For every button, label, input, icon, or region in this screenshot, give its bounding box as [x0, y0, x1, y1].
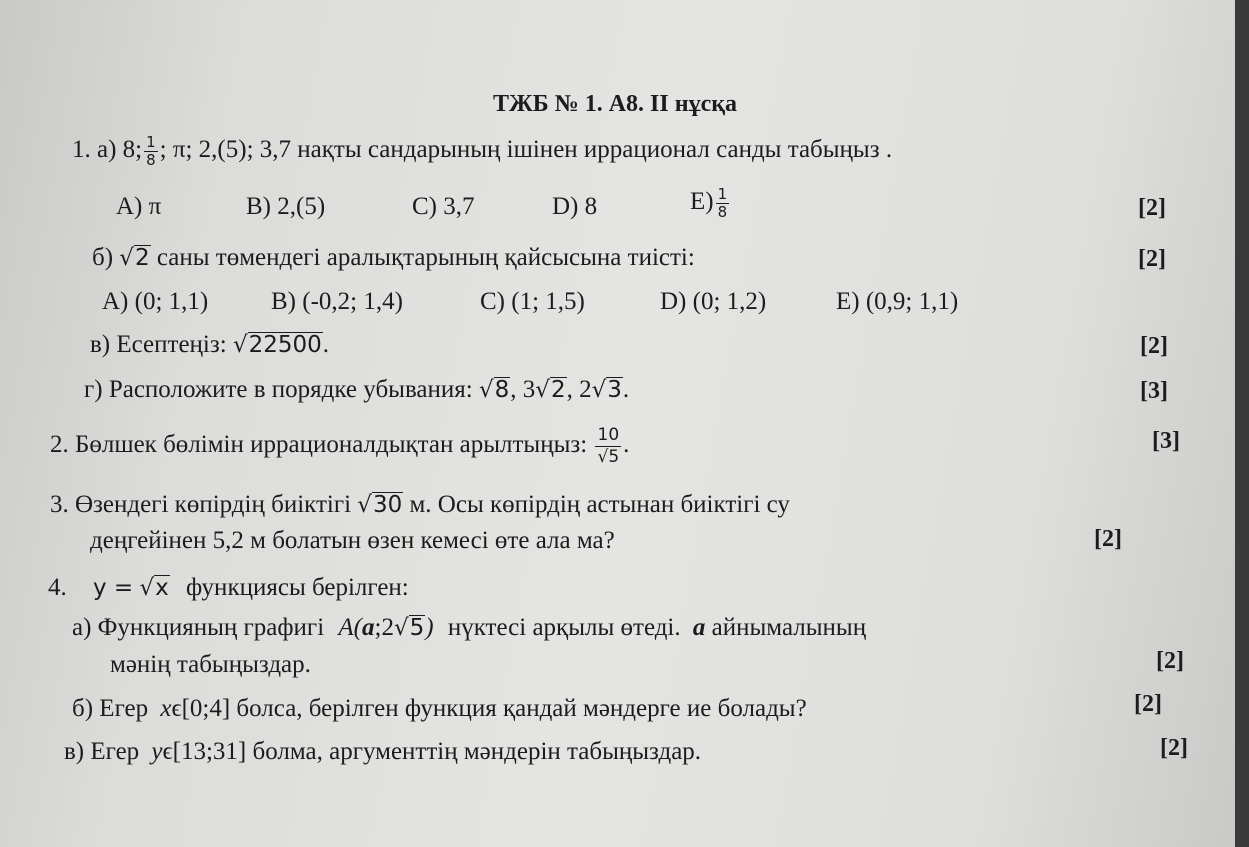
question-1a-label: 1. а) 8;	[72, 136, 143, 164]
question-3-line-1: 3. Өзендегі көпірдің биіктігі √30 м. Осы көпірдің астынан биіктігі су	[50, 491, 790, 518]
q3-score: [2]	[1094, 526, 1122, 552]
q1b-option-d: D) (0; 1,2)	[660, 288, 767, 315]
question-4a-line-2: мәнің табыңыздар.	[110, 651, 311, 678]
question-1a-text: ; π; 2,(5); 3,7 нақты сандарының ішінен иррационал санды табыңыз .	[159, 136, 893, 164]
question-4: 4. y = √x функциясы берілген:	[48, 574, 409, 601]
q1a-option-d: D) 8	[552, 193, 598, 220]
sqrt-8: √8	[478, 377, 510, 403]
sqrt-3: √3	[591, 377, 622, 403]
q1b-option-c: C) (1; 1,5)	[480, 288, 585, 315]
q1a-option-a: A) π	[116, 193, 162, 220]
question-4v: в) Егер yϵ[13;31] болма, аргументтің мәндерін табыңыздар.	[64, 738, 702, 765]
fraction-10-over-sqrt5: $\frac{10}{√5}$	[597, 425, 620, 467]
sqrt-2: √2	[119, 245, 150, 271]
question-1v: в) Есептеңіз: √22500.	[90, 331, 330, 358]
sqrt-x: √x	[139, 575, 169, 601]
q4v-score: [2]	[1160, 735, 1188, 761]
sqrt-5: √5	[393, 615, 425, 641]
q1a-score: [2]	[1138, 195, 1166, 221]
question-2: 2. Бөлшек бөлімін иррационалдықтан арылтыңыз: $\frac{10}{√5}$ .	[50, 425, 630, 467]
q2-score: [3]	[1152, 428, 1180, 454]
page-title: ТЖБ № 1. А8. ІІ нұсқа	[493, 91, 738, 117]
sqrt-22500: √22500	[232, 332, 322, 358]
q1v-score: [2]	[1140, 333, 1168, 359]
q1a-option-b: B) 2,(5)	[246, 193, 326, 220]
fraction-one-eighth: $\frac{1}{8}$	[146, 133, 156, 169]
page-edge-shadow	[1235, 0, 1249, 847]
question-1b: б) √2 саны төмендегі аралықтарының қайсысына тиісті:	[92, 244, 695, 271]
q4a-score: [2]	[1156, 648, 1184, 674]
q1b-option-b: B) (-0,2; 1,4)	[271, 288, 403, 315]
fraction-one-eighth: $\frac{1}{8}$	[717, 185, 728, 221]
question-1g: г) Расположите в порядке убывания: √8, 3√2, 2√3.	[84, 376, 630, 403]
question-3-line-2: деңгейінен 5,2 м болатын өзен кемесі өте ала ма?	[90, 527, 615, 554]
q1a-option-e: E) $\frac{1}{8}$	[690, 185, 728, 221]
q1g-score: [3]	[1140, 378, 1168, 404]
question-4a-line-1: а) Функцияның графигі A(a;2√5) нүктесі арқылы өтеді. a айнымалының	[72, 614, 867, 641]
q1a-option-c: C) 3,7	[412, 193, 475, 220]
q1b-score: [2]	[1138, 246, 1166, 272]
sqrt-2: √2	[535, 377, 566, 403]
q4b-score: [2]	[1134, 691, 1162, 717]
q1b-option-e: E) (0,9; 1,1)	[836, 288, 959, 315]
question-1a	[72, 134, 892, 169]
q1b-option-a: A) (0; 1,1)	[102, 288, 209, 315]
sqrt-30: √30	[357, 492, 403, 518]
question-4b: б) Егер xϵ[0;4] болса, берілген функция қандай мәндерге ие болады?	[72, 695, 807, 722]
